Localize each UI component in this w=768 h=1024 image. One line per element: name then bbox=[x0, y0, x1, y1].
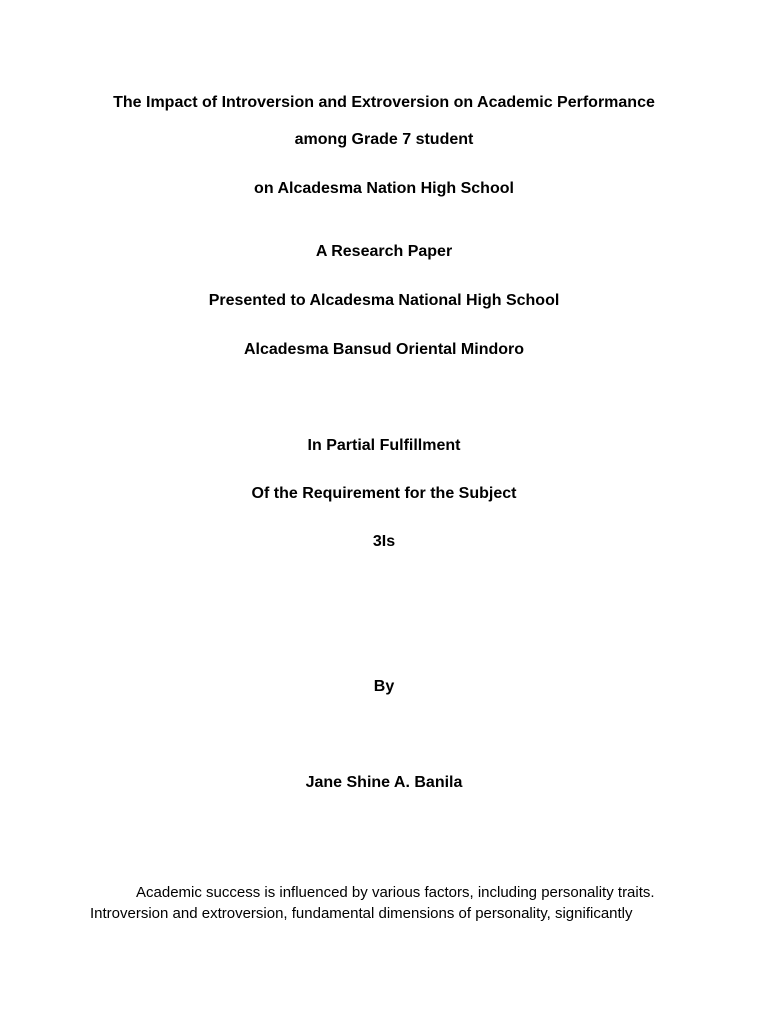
paragraph-line-1: Academic success is influenced by various factors, including personality traits. bbox=[136, 884, 655, 901]
fulfillment-line-2: Of the Requirement for the Subject bbox=[251, 485, 517, 502]
presented-to: Presented to Alcadesma National High School bbox=[208, 292, 560, 309]
title-line-2: among Grade 7 student bbox=[294, 131, 474, 148]
subject-name: 3Is bbox=[372, 533, 396, 550]
title-line-1: The Impact of Introversion and Extroversion on Academic Performance bbox=[113, 94, 655, 111]
paragraph-line-2: Introversion and extroversion, fundamental dimensions of personality, significantly bbox=[90, 905, 633, 922]
paper-type: A Research Paper bbox=[315, 243, 453, 260]
fulfillment-line-1: In Partial Fulfillment bbox=[307, 437, 461, 454]
title-line-3: on Alcadesma Nation High School bbox=[254, 180, 514, 197]
school-location: Alcadesma Bansud Oriental Mindoro bbox=[243, 341, 525, 358]
by-label: By bbox=[373, 678, 395, 695]
author-name: Jane Shine A. Banila bbox=[305, 774, 463, 791]
